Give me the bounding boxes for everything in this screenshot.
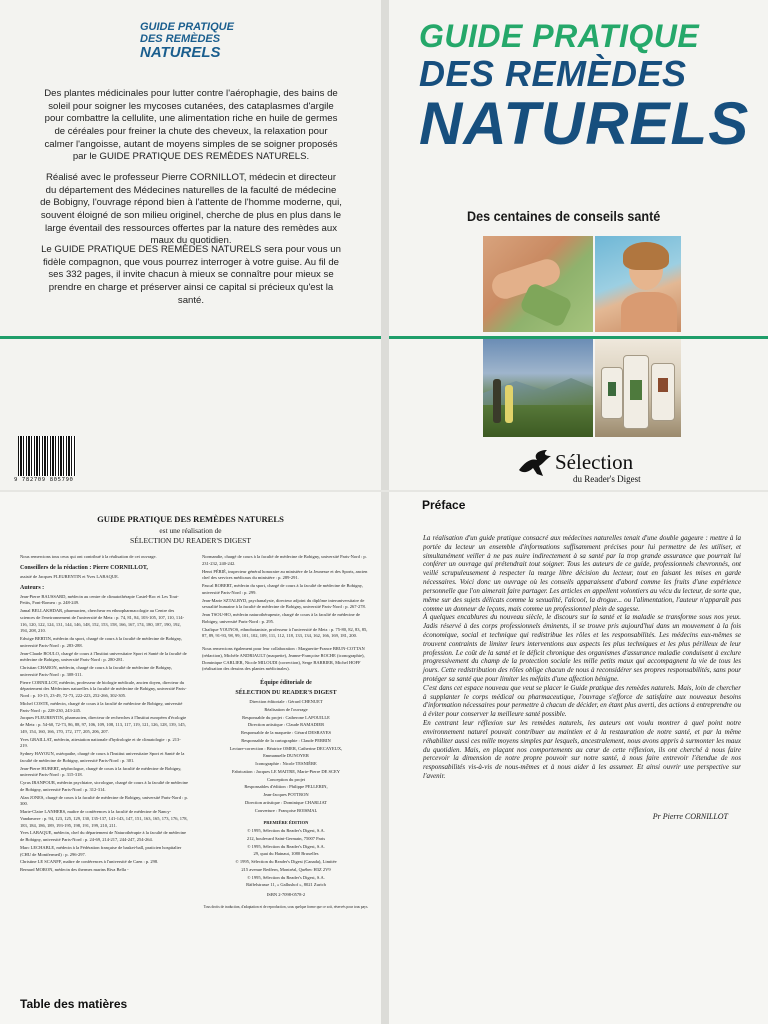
credits-publisher: SÉLECTION DU READER'S DIGEST [130, 536, 251, 545]
team-line: Direction éditoriale : Gérard CHENUET [249, 699, 323, 704]
photo-massage [483, 236, 593, 332]
author-entry: Michel COSTE, médecin, chargé de cours à la faculté de médecine de Bobigny, université Paris-Nord : p. 228-230, 243-245. [20, 700, 183, 713]
author-entry: Jacques FLEURENTIN, pharmacien, directeur de recherches à l'Institut européen d'écologie de Metz : p. 54-60, 72-73, 86, 88, 97, 106, 109, 108, 113, 117, 119, 121, 126, 128, 139, 145, 149, 154, 160, 166, 170, 172, 177, 205, 206, 207. [20, 715, 187, 734]
team-line: Fabrication : Jacques LE MAITRE, Marie-Pierre DE SCEY [232, 768, 340, 774]
copyright-line: © 1995, Sélection du Reader's Digest, S.A. [247, 874, 325, 880]
front-cover-title [419, 18, 759, 157]
back-paragraph-3: Le GUIDE PRATIQUE DES REMÈDES NATURELS sera pour vous un fidèle compagnon, que vous pourrez interroger à votre guise. Au fil de ses 332 pages, il invite chacun à mieux se connaître pour mieux se prendre en charge et préserver ainsi ce capital si précieux qu'est la santé. [41, 244, 341, 306]
credits-right-column [202, 554, 370, 911]
front-title-line3: NATURELS [419, 90, 750, 157]
team-line: Responsable de la maquette : Gérard DESRAYES [240, 730, 332, 735]
front-cover [389, 0, 768, 490]
barcode [18, 436, 76, 476]
preface-paragraph: En centrant leur réflexion sur les remèdes naturels, les auteurs ont voulu montrer à quel point notre environnement naturel pouvait contribuer au maintien et à la restauration de notre santé, et par la même réhabiliter aussi ces mille moyens simples par lesquels, ancestralement, nous avons appris à surmonter les maux du quotidien. Mais, en plaçant nos comportements au cœur de cette réflexion, ils ont cherché à nous faire percevoir la dimension de notre propre pouvoir sur notre santé, à nous faire entrevoir l'étendue de nos responsabilités vis-à-vis de nous-mêmes et à nous aider à les assumer. Et ainsi ouvrir une perspective sur l'avenir. [423, 719, 741, 780]
edition-heading: PREMIÈRE ÉDITION [263, 820, 309, 826]
copyright-line: 29, quai du Hainaut, 1080 Bruxelles [253, 851, 319, 857]
team-line: Iconographie : Nicole TESNIÈRE [255, 761, 317, 766]
team-line: Direction artistique : Dominique CHARLIAT [245, 799, 327, 805]
auteurs-heading: Auteurs : [20, 584, 45, 591]
team-list [202, 699, 370, 814]
author-entry: Cyrus IRANPOUR, médecin psychiatre, sicrologue, chargé de cours à la faculté de médecine de Bobigny, université Paris-Nord : p. 312-314. [20, 780, 188, 792]
copyright-line: © 1995, Sélection du Reader's Digest (Canada), Limitée [235, 859, 337, 864]
author-entry: Christine LE SCANFF, maître de conférences à l'université de Caen : p. 298. [20, 859, 159, 865]
front-green-rule [389, 336, 768, 339]
back-green-rule [0, 336, 381, 339]
photo-woman-bath [595, 236, 681, 332]
author-entry: Bernard MORON, médecin des thermes marins Riva Bella - [20, 867, 129, 872]
author-entry: Christian CHARON, médecin, chargé de cours à la faculté de médecine de Bobigny, université Paris-Nord : p. 308-311. [20, 665, 172, 677]
author-entry: Jean-Claude BOULO, chargé de cours à l'Institut universitaire Sport et Santé de la faculté de médecine de Bobigny, université Paris-Nord : p. 280-281. [20, 650, 187, 663]
author-list-left [20, 594, 188, 874]
team-heading: Équipe éditoriale de [260, 680, 312, 686]
publisher-name: Sélection [555, 450, 634, 474]
book-gutter [381, 0, 389, 1024]
preface-paragraph: À quelques encablures du nouveau siècle, le discours sur la santé et la maladie se transforme sous nos yeux. Jadis réservé à des corps professionnels éminents, il se trouve pris aujourd'hui dans un mouvement à la fois économique, social et technique qui redistribue les rôles et les responsabilités. Les médecins eux-mêmes se trouvent contraints de limiter leurs interventions aux aspects les plus techniques et les plus périlleux de leur profession. Le coût de la santé et le déficit chronique des organismes d'assurance maladie conduisent à exclure progressivement du champ de la protection sociale les mille petits maux qui accompagnent la vie de tous les jours. Cette redistribution des rôles oblige chacun de nous à reconsidérer ses propres responsabilités, sans pour protéger sa santé que pour limiter les méfaits d'une affection bénigne. [423, 613, 741, 683]
team-line: Conception du projet [267, 776, 305, 782]
copyright-line: © 1995, Sélection du Reader's Digest, S.A. [247, 828, 325, 833]
isbn: ISBN 2-7098-0578-2 [266, 892, 306, 897]
author-entry: Henri PÉRIÉ, inspecteur général honoraire au ministère de la Jeunesse et des Sports, ancien chef des services médicaux du ministère : p. 289-291. [202, 568, 368, 581]
team-publisher: SÉLECTION DU READER'S DIGEST [235, 690, 337, 696]
author-entry: Marc LECHABLE, médecin à la Fédération française de basket-ball, praticien hospitalier (CHU de Montfermeil) : p. 296-297. [20, 844, 182, 857]
back-title-line2: DES REMÈDES [140, 32, 221, 45]
copyright-line: 212, boulevard Saint-Germain, 75007 Paris [246, 835, 326, 841]
team-line: Responsables d'édition : Philippe PELLERIN, [244, 784, 328, 790]
credits-subheading: est une réalisation de [159, 526, 222, 535]
toc-title: Table des matières [20, 997, 128, 1011]
team-line: Responsable de la cartographie : Claude PERRIN [241, 737, 331, 743]
author-entry: Pierre CORNILLOT, médecin, professeur de biologie médicale, ancien doyen, directeur du département des Médecines naturelles à la faculté de médecine de Bobigny, université Paris-Nord : p. 10-15, 23-49, 72-73, 222-223, 252-266, 302-305. [20, 679, 187, 698]
copyright-list [202, 828, 370, 889]
photo-remedy-jars [595, 339, 681, 437]
back-cover-title [140, 22, 290, 61]
publisher-sub: du Reader's Digest [573, 474, 641, 484]
team-line: Réalisation de l'ouvrage [264, 706, 308, 712]
team-line: Responsable du projet : Catherone LAPOUILLE [242, 714, 330, 720]
author-entry: Normandie, chargé de cours à la faculté de médecine de Bobigny, université Paris-Nord : p. 231-232, 240-242. [202, 554, 367, 566]
author-entry: Marie-Claire LANHERS, maître de conférences à la faculté de médecine de Nancy-Vandœuvre : p. 94, 123, 125, 129, 130, 135-137, 141-143, 147, 151, 163, 165, 173, 176, 178, 183, 184, 186, 189, 193-195, 198, 191, 199, 210, 211. [20, 809, 188, 828]
author-entry: Yves GRAILLAT, médecin, attestation nationale d'hydrologie et de climatologie : p. 213-219. [20, 736, 181, 749]
author-entry: Jean TSOU-HO, médecin naturothérapeute, chargé de cours à la faculté de médecine de Bobigny, université Paris-Nord : p. 295. [202, 612, 361, 624]
author-entry: Chafique YOUNOS, ethnobotaniste, professeur à l'université de Metz : p. 75-80, 82, 83, 85, 87, 89, 91-93, 98, 99, 101, 102, 109, 111, 112, 118, 133, 134, 162, 166, 169, 181, 200. [202, 626, 368, 639]
back-cover [0, 0, 381, 490]
preface-paragraph: C'est dans cet espace nouveau que veut se placer le Guide pratique des remèdes naturels. Mais, loin de chercher à supplanter le corps médical ou pharmaceutique, l'ouvrage s'efforce de satisfaire aux nouveaux besoins d'information nécessaires pour permettre à chacun de décider, en étant plus averti, des actions à entreprendre ou à éviter pour conserver la meilleure santé possible. [423, 683, 741, 719]
author-entry: Alan JONES, chargé de cours à la faculté de médecine de Bobigny, université Paris-Nord : p. 300. [20, 794, 188, 807]
publisher-logo [517, 446, 707, 486]
front-subtitle: Des centaines de conseils santé [467, 208, 661, 224]
barcode-number: 9 782709 805790 [14, 477, 74, 483]
preface-paragraph: La réalisation d'un guide pratique consacré aux médecines naturelles tenait d'une double gageure : mettre à la portée du lecteur un ensemble d'informations suffisamment précises pour lui permettre de les utiliser, et simultanément veiller à ne pas nuire indirectement à sa santé par la trop grande assurance que pourrait lui conférer un ouvrage qui prétendrait tout soigner. Tous les auteurs de ce guide, professionnels chevronnés, ont veillé scrupuleusement à respecter la marge libre décision du lecteur, tout en faisant les mises en garde nécessaires. Voici donc un ouvrage où les conseils apparaissent d'abord comme les fruits d'une expérience personnelle que l'on aimerait faire partager. Les articles en appellent volontiers au vécu du lecteur, de sorte que, même sur des sujets délicats comme la sexualité, l'alcool, la drogue... ou l'alimentation, l'auteur n'apparaît pas comme un donneur de leçons, mais comme un professionnel plein de sagesse. [423, 534, 741, 613]
team-line: Lecture-correction : Béatrice OMER, Catherine DECAYEUX, [229, 745, 343, 751]
back-title-line3: NATURELS [140, 44, 221, 62]
copyright-line: 215 avenue Redfern, Montréal, Québec H3Z 2V9 [241, 866, 331, 872]
back-title-line1: GUIDE PRATIQUE [140, 21, 234, 33]
team-line: Jean-Jacques POTTRON [263, 792, 309, 797]
photo-hikers [483, 339, 593, 437]
copyright-line: © 1995, Sélection du Reader's Digest, S.A. [247, 843, 325, 849]
preface-page [389, 492, 768, 1024]
author-entry: Jean-Pierre BAUSSARD, médecin au centre de climatothérapie Castel-Roc et Les Tout-Petits, Font-Romeu : p. 248-249. [20, 593, 179, 606]
rights-note: Tous droits de traduction, d'adaptation et de reproduction, sous quelque forme que ce soit, réservés pour tous pays. [203, 904, 369, 909]
credits-intro: Nous remercions tous ceux qui ont contribué à la réalisation de cet ouvrage. [20, 554, 157, 559]
author-entry: Jamal BELLAKHDAR, pharmacien, chercheur en ethnopharmacologie au Centre des sciences de l'environnement de l'université de Metz : p. 74, 81, 84, 103-105, 107, 110, 114-116, 120, 122, 124, 131, 144, 146, 148, 152, 153, 158, 166, 167, 174, 180, 187, 190, 192, 194, 208, 210. [20, 608, 185, 634]
author-entry: Sydney HAYOUN, ostéopathe, chargé de cours à l'Institut universitaire Sport et Santé de la faculté de médecine de Bobigny, université Paris-Nord : p. 301. [20, 751, 185, 763]
back-paragraph-2: Réalisé avec le professeur Pierre CORNILLOT, médecin et directeur du département des Médecines naturelles de la faculté de médecine de Bobigny, l'ouvrage répond bien à l'attente de l'homme moderne, qui, souvent éloigné de son milieu originel, cherche de plus en plus dans le large éventail des ressources offertes par la nature des remèdes aux maux du quotidien. [40, 172, 342, 247]
front-title-line1: GUIDE PRATIQUE [419, 18, 700, 54]
back-paragraph-1: Des plantes médicinales pour lutter contre l'aérophagie, des bains de soleil pour soigner les mycoses cutanées, des cataplasmes d'argile pour combattre la cellulite, une alimentation riche en huile de germes de céréales pour freiner la chute des cheveux, la relaxation pour calmer l'angoisse, autant de moyens simples de se soigner proposés par le GUIDE PRATIQUE DES REMÈDES NATURELS. [44, 88, 338, 163]
author-entry: Jean-Marie SZTALRYD, psychanalyste, directeur adjoint du diplôme interuniversitaire de sexualité humaine à la faculté de médecine de Bobigny, université Paris-Nord : p. 267-278. [202, 597, 366, 610]
author-entry: Pascal ROBERT, médecin du sport, chargé de cours à la faculté de médecine de Bobigny, université Paris-Nord : p. 299. [202, 583, 363, 595]
pegasus-icon [517, 448, 553, 478]
author-entry: Jean-Pierre HUBERT, néphrologue, chargé de cours à la faculté de médecine de Bobigny, université Paris-Nord : p. 315-318. [20, 765, 182, 778]
copyright-line: Räffelstrasse 11, « Gallushof », 8021 Zurich [246, 882, 326, 888]
credits-page [0, 492, 381, 1024]
thanks-text: Nous remercions également pour leur collaboration : Marguerite-France BRUN-COTTAN (rédaction), Michèle ANDRIAULT (maquette), Jeanne-Françoise ROCHE (iconographie), Dominique CARLIER, Nicole MILOUDI (correction), Serge BARRIER, Michel HOFF (réalisation des dessins des plantes médicinales). [202, 646, 365, 672]
preface-signature: Pr Pierre CORNILLOT [652, 812, 728, 821]
author-list-right [202, 554, 370, 640]
preface-body [423, 534, 741, 781]
author-entry: Edwige BERTIN, médecin du sport, chargé de cours à la faculté de médecine de Bobigny, université Paris-Nord : p. 283-288. [20, 636, 182, 648]
team-line: Direction artistique : Claude RAMADIER [247, 722, 325, 728]
team-line: Couverture : Françoise BOISMAL [254, 807, 318, 813]
conseillers-sub: assisté de Jacques FLEURENTIN et Yves LABAQUE. [20, 573, 119, 579]
front-title-line2: DES REMÈDES [419, 53, 687, 94]
conseillers-heading: Conseillers de la rédaction : Pierre CORNILLOT, [20, 564, 148, 571]
team-line: Emmanuelle DUNOYER [263, 753, 309, 759]
credits-heading: GUIDE PRATIQUE DES REMÈDES NATURELS [97, 514, 284, 524]
author-entry: Yves LABAQUE, médecin, chef du département de Naturothérapie à la faculté de médecine de Bobigny, université Paris-Nord : p. 24-69, 214-217, 244-247, 254-264. [20, 830, 186, 842]
credits-left-column [20, 554, 188, 875]
preface-title: Préface [422, 498, 466, 512]
